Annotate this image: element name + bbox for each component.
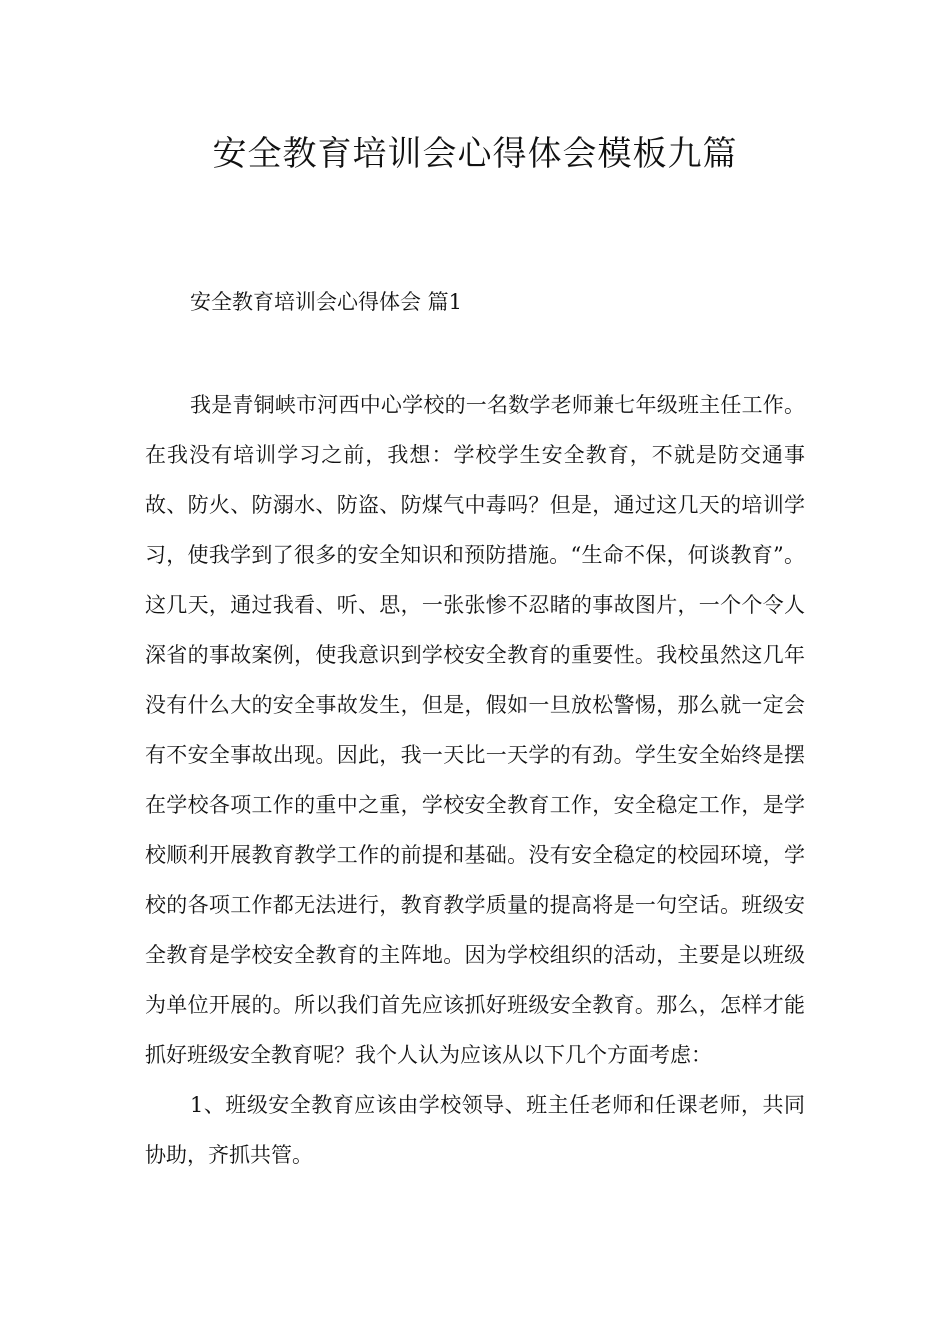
body-paragraph-2: 1、班级安全教育应该由学校领导、班主任老师和任课老师，共同协助，齐抓共管。 <box>145 1093 805 1167</box>
body-paragraph-1: 我是青铜峡市河西中心学校的一名数学老师兼七年级班主任工作。在我没有培训学习之前，我想：学校学生安全教育，不就是防交通事故、防火、防溺水、防盗、防煤气中毒吗？但是，通过这几天的培训学习，使我学到了很多的安全知识和预防措施。“生命不保，何谈教育”。这几天，通过我看、听、思，一张张惨不忍睹的事故图片，一个个令人深省的事故案例，使我意识到学校安全教育的重要性。我校虽然这几年没有什么大的安全事故发生，但是，假如一旦放松警惕，那么就一定会有不安全事故出现。因此，我一天比一天学的有劲。学生安全始终是摆在学校各项工作的重中之重，学校安全教育工作，安全稳定工作，是学校顺利开展教育教学工作的前提和基础。没有安全稳定的校园环境，学校的各项工作都无法进行，教育教学质量的提高将是一句空话。班级安全教育是学校安全教育的主阵地。因为学校组织的活动，主要是以班级为单位开展的。所以我们首先应该抓好班级安全教育。那么，怎样才能抓好班级安全教育呢？我个人认为应该从以下几个方面考虑： <box>145 393 805 1067</box>
document-title: 安全教育培训会心得体会模板九篇 <box>212 134 738 174</box>
document-body <box>145 380 805 1180</box>
section-heading: 安全教育培训会心得体会 篇1 <box>190 290 463 314</box>
